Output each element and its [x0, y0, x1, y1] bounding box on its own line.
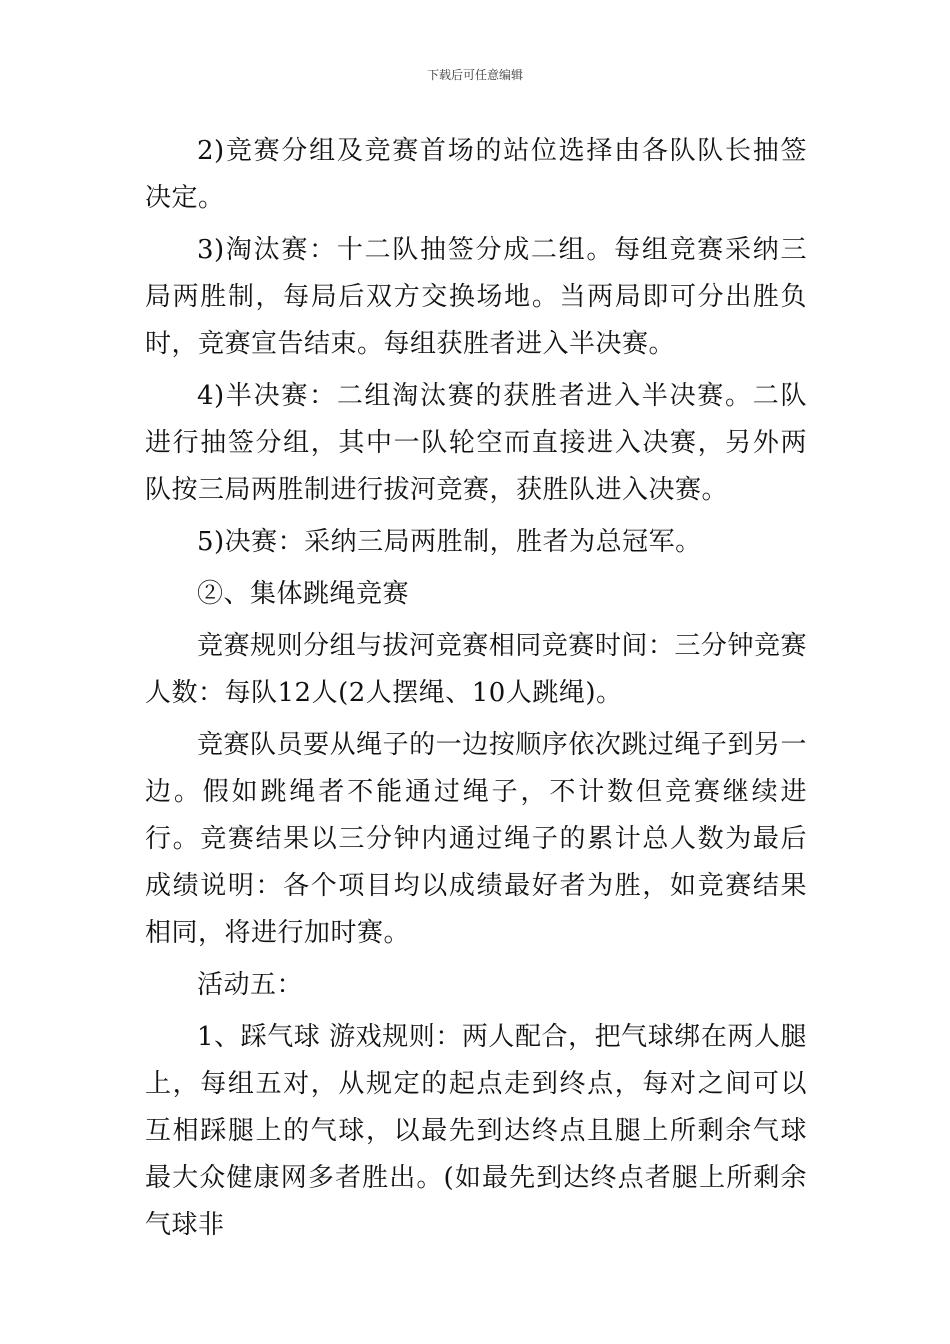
paragraph-elimination: 3)淘汰赛：十二队抽签分成二组。每组竞赛采纳三局两胜制，每局后双方交换场地。当两局即可分出胜负时，竞赛宣告结束。每组获胜者进入半决赛。: [145, 235, 807, 359]
section-heading-activity-five: 活动五：: [197, 970, 304, 1000]
paragraph-final: 5)决赛：采纳三局两胜制，胜者为总冠军。: [197, 527, 702, 557]
paragraph-balloon-game: 1、踩气球 游戏规则：两人配合，把气球绑在两人腿上，每组五对，从规定的起点走到终点，每对之间可以互相踩腿上的气球，以最先到达终点且腿上所剩余气球最大众健康网多者胜出。(如最先到达终点者腿上所剩余气球非: [145, 1022, 807, 1240]
header-note: 下载后可任意编辑: [426, 68, 523, 82]
document-body: [145, 128, 807, 1254]
paragraph-semifinal: 4)半决赛：二组淘汰赛的获胜者进入半决赛。二队进行抽签分组，其中一队轮空而直接进入决赛，另外两队按三局两胜制进行拔河竞赛，获胜队进入决赛。: [145, 381, 807, 505]
section-heading-jump-rope: ②、集体跳绳竞赛: [197, 579, 410, 609]
paragraph-jump-rope-rules: 竞赛规则分组与拔河竞赛相同竞赛时间：三分钟竞赛人数：每队12人(2人摆绳、10人跳绳)。: [145, 631, 807, 708]
paragraph-draw-rules: 2)竞赛分组及竞赛首场的站位选择由各队队长抽签决定。: [145, 136, 807, 213]
paragraph-jump-rope-method: 竞赛队员要从绳子的一边按顺序依次跳过绳子到另一边。假如跳绳者不能通过绳子，不计数但竞赛继续进行。竞赛结果以三分钟内通过绳子的累计总人数为最后成绩说明：各个项目均以成绩最好者为胜，如竞赛结果相同，将进行加时赛。: [145, 730, 807, 948]
